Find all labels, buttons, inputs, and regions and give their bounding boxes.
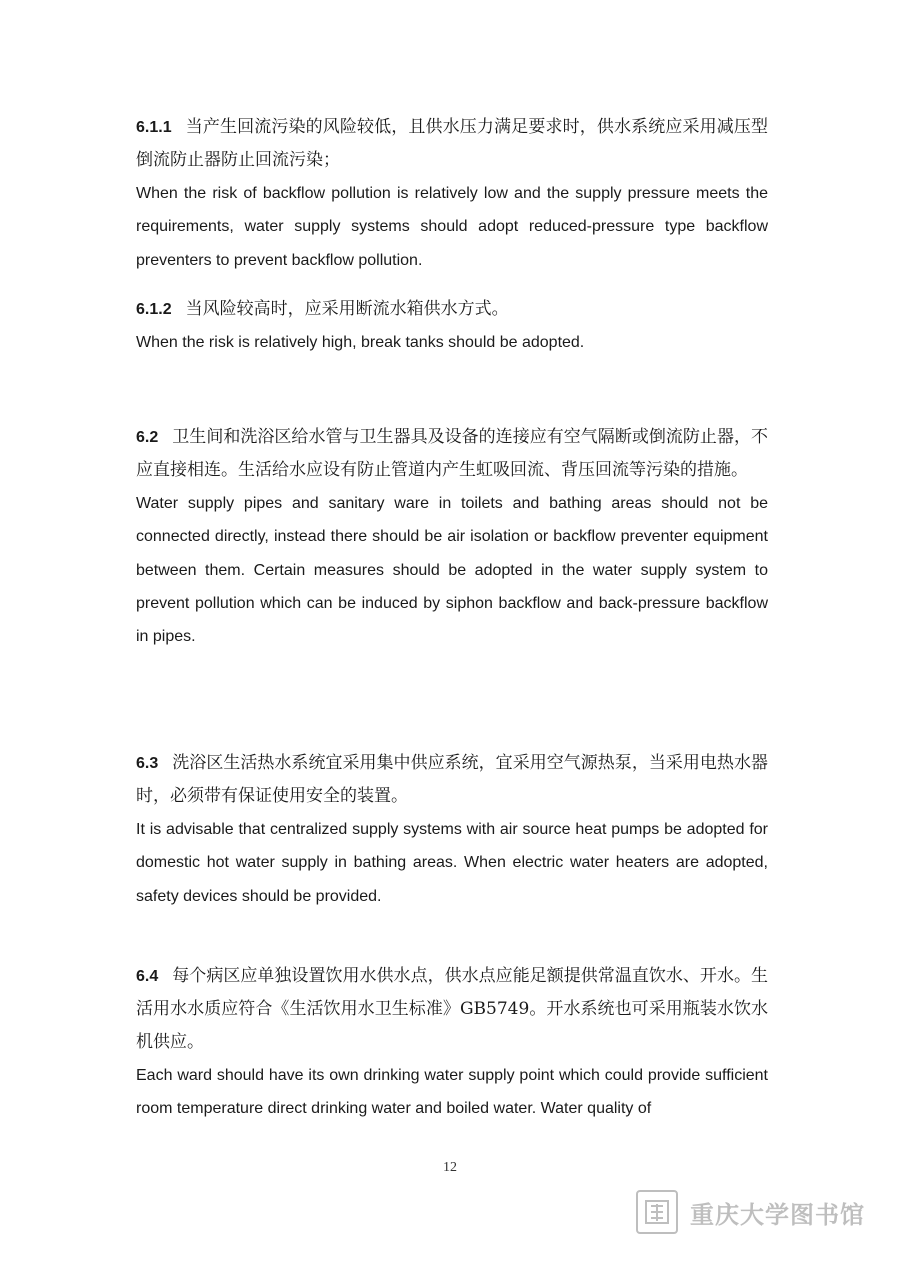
watermark-text: 重庆大学图书馆 bbox=[690, 1200, 865, 1229]
section-6-2 bbox=[136, 421, 768, 653]
section-number: 6.3 bbox=[136, 755, 159, 772]
section-6-4 bbox=[136, 960, 768, 1126]
section-zh-text bbox=[136, 747, 768, 813]
section-en-text: When the risk is relatively high, break tanks should be adopted. bbox=[136, 334, 585, 351]
section-en-text: Water supply pipes and sanitary ware in toilets and bathing areas should not be connected directly, instead there should be air isolation or backflow preventer equipment between them. Certain measures should be adopted in the water supply system to prevent pollution which can be induced by siphon backflow and back-pressure backflow in pipes. bbox=[136, 495, 768, 646]
section-zh-text bbox=[136, 293, 768, 326]
section-zh-text bbox=[136, 960, 768, 1059]
zh-body: 洗浴区生活热水系统宜采用集中供应系统，宜采用空气源热泵，当采用电热水器时，必须带有保证使用安全的装置。 bbox=[136, 753, 768, 806]
section-zh-text bbox=[136, 421, 768, 487]
section-number: 6.2 bbox=[136, 429, 159, 446]
zh-body: 当产生回流污染的风险较低，且供水压力满足要求时，供水系统应采用减压型倒流防止器防止回流污染； bbox=[136, 117, 768, 170]
section-en-text: Each ward should have its own drinking water supply point which could provide sufficient room temperature direct drinking water and boiled water. Water quality of bbox=[136, 1067, 768, 1118]
zh-body: 当风险较高时，应采用断流水箱供水方式。 bbox=[185, 299, 509, 319]
zh-body: 每个病区应单独设置饮用水供水点，供水点应能足额提供常温直饮水、开水。生活用水水质应符合《生活饮用水卫生标准》GB5749。开水系统也可采用瓶装水饮水机供应。 bbox=[136, 966, 768, 1052]
section-en-text: When the risk of backflow pollution is relatively low and the supply pressure meets the requirements, water supply systems should adopt reduced-pressure type backflow preventers to prevent backflow pollution. bbox=[136, 185, 768, 269]
library-watermark bbox=[636, 1190, 865, 1234]
section-en-text: It is advisable that centralized supply systems with air source heat pumps be adopted for domestic hot water supply in bathing areas. When electric water heaters are adopted, safety devices should be provided. bbox=[136, 821, 768, 905]
section-number: 6.1.1 bbox=[136, 119, 172, 136]
section-6-1-2 bbox=[136, 293, 768, 359]
section-number: 6.4 bbox=[136, 968, 159, 985]
page-number: 12 bbox=[443, 1160, 457, 1175]
section-6-3 bbox=[136, 747, 768, 913]
library-seal-icon bbox=[636, 1190, 678, 1234]
section-zh-text bbox=[136, 111, 768, 177]
zh-body: 卫生间和洗浴区给水管与卫生器具及设备的连接应有空气隔断或倒流防止器，不应直接相连。生活给水应设有防止管道内产生虹吸回流、背压回流等污染的措施。 bbox=[136, 427, 768, 480]
section-6-1-1 bbox=[136, 111, 768, 277]
section-number: 6.1.2 bbox=[136, 301, 172, 318]
